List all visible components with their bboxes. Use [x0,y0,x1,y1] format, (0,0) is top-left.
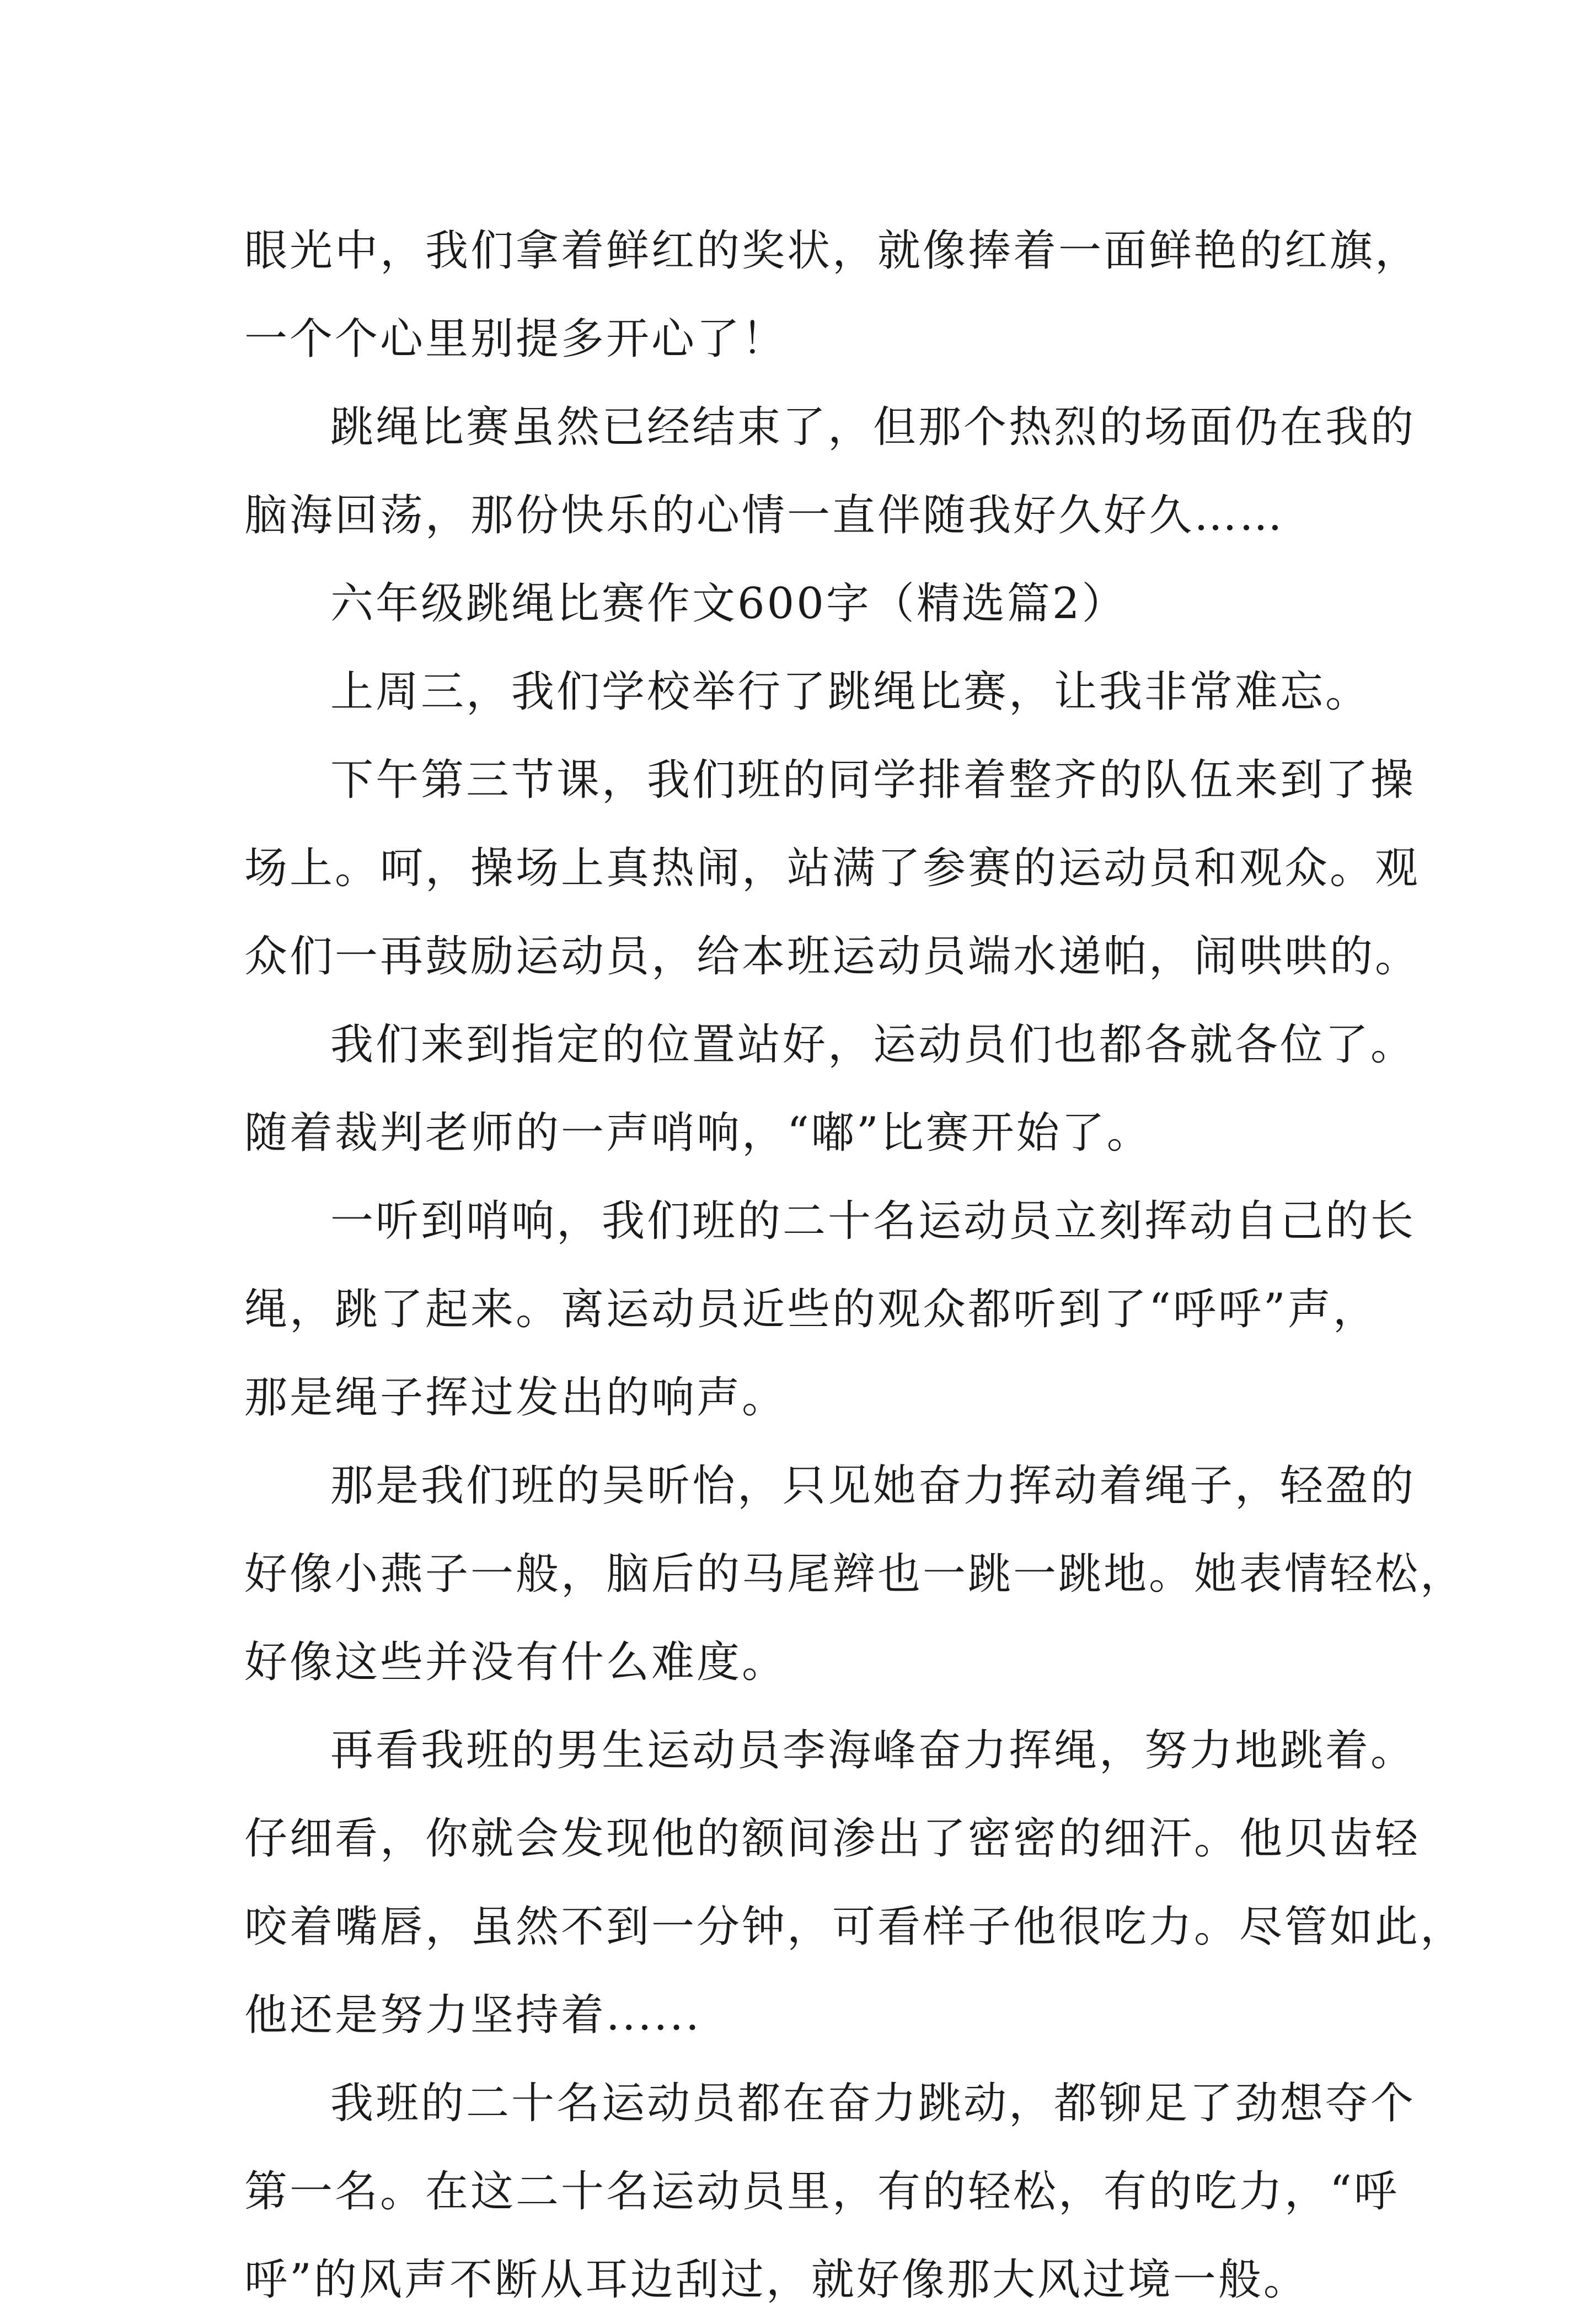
text-line: 仔细看，你就会发现他的额间渗出了密密的细汗。他贝齿轻 [244,1814,1421,1864]
text-line: 众们一再鼓励运动员，给本班运动员端水递帕，闹哄哄的。 [244,932,1421,981]
text-line: 跳绳比赛虽然已经结束了，但那个热烈的场面仍在我的 [330,402,1416,452]
text-line: 上周三，我们学校举行了跳绳比赛，让我非常难忘。 [330,667,1371,717]
text-line: 眼光中，我们拿着鲜红的奖状，就像捧着一面鲜艳的红旗， [244,226,1421,276]
text-line: 脑海回荡，那份快乐的心情一直伴随我好久好久…… [244,491,1285,540]
text-line: 咬着嘴唇，虽然不到一分钟，可看样子他很吃力。尽管如此， [244,1902,1466,1952]
text-line: 好像这些并没有什么难度。 [244,1638,788,1687]
text-line: 呼”的风声不断从耳边刮过，就好像那大风过境一般。 [244,2255,1309,2305]
text-line: 再看我班的男生运动员李海峰奋力挥绳，努力地跳着。 [330,1726,1416,1775]
text-line: 我们来到指定的位置站好，运动员们也都各就各位了。 [330,1020,1416,1070]
text-line: 一听到哨响，我们班的二十名运动员立刻挥动自己的长 [330,1196,1416,1246]
text-line: 我班的二十名运动员都在奋力跳动，都铆足了劲想夺个 [330,2079,1416,2128]
text-line: 第一名。在这二十名运动员里，有的轻松，有的吃力，“呼 [244,2167,1399,2216]
text-line: 他还是努力坚持着...... [244,1990,701,2040]
text-line: 绳，跳了起来。离运动员近些的观众都听到了“呼呼”声， [244,1285,1378,1334]
essay-body [244,207,1466,2324]
text-line: 好像小燕子一般，脑后的马尾辫也一跳一跳地。她表情轻松， [244,1549,1466,1599]
text-line: 下午第三节课，我们班的同学排着整齐的队伍来到了操 [330,755,1416,805]
section-heading: 六年级跳绳比赛作文600字（精选篇2） [330,579,1127,629]
text-line: 场上。呵，操场上真热闹，站满了参赛的运动员和观众。观 [244,844,1421,893]
text-line: 随着裁判老师的一声哨响，“嘟”比赛开始了。 [244,1108,1152,1158]
text-line: 那是绳子挥过发出的响声。 [244,1373,788,1423]
text-line: 那是我们班的吴昕怡，只见她奋力挥动着绳子，轻盈的 [330,1461,1416,1511]
text-line: 一个个心里别提多开心了！ [244,314,788,364]
